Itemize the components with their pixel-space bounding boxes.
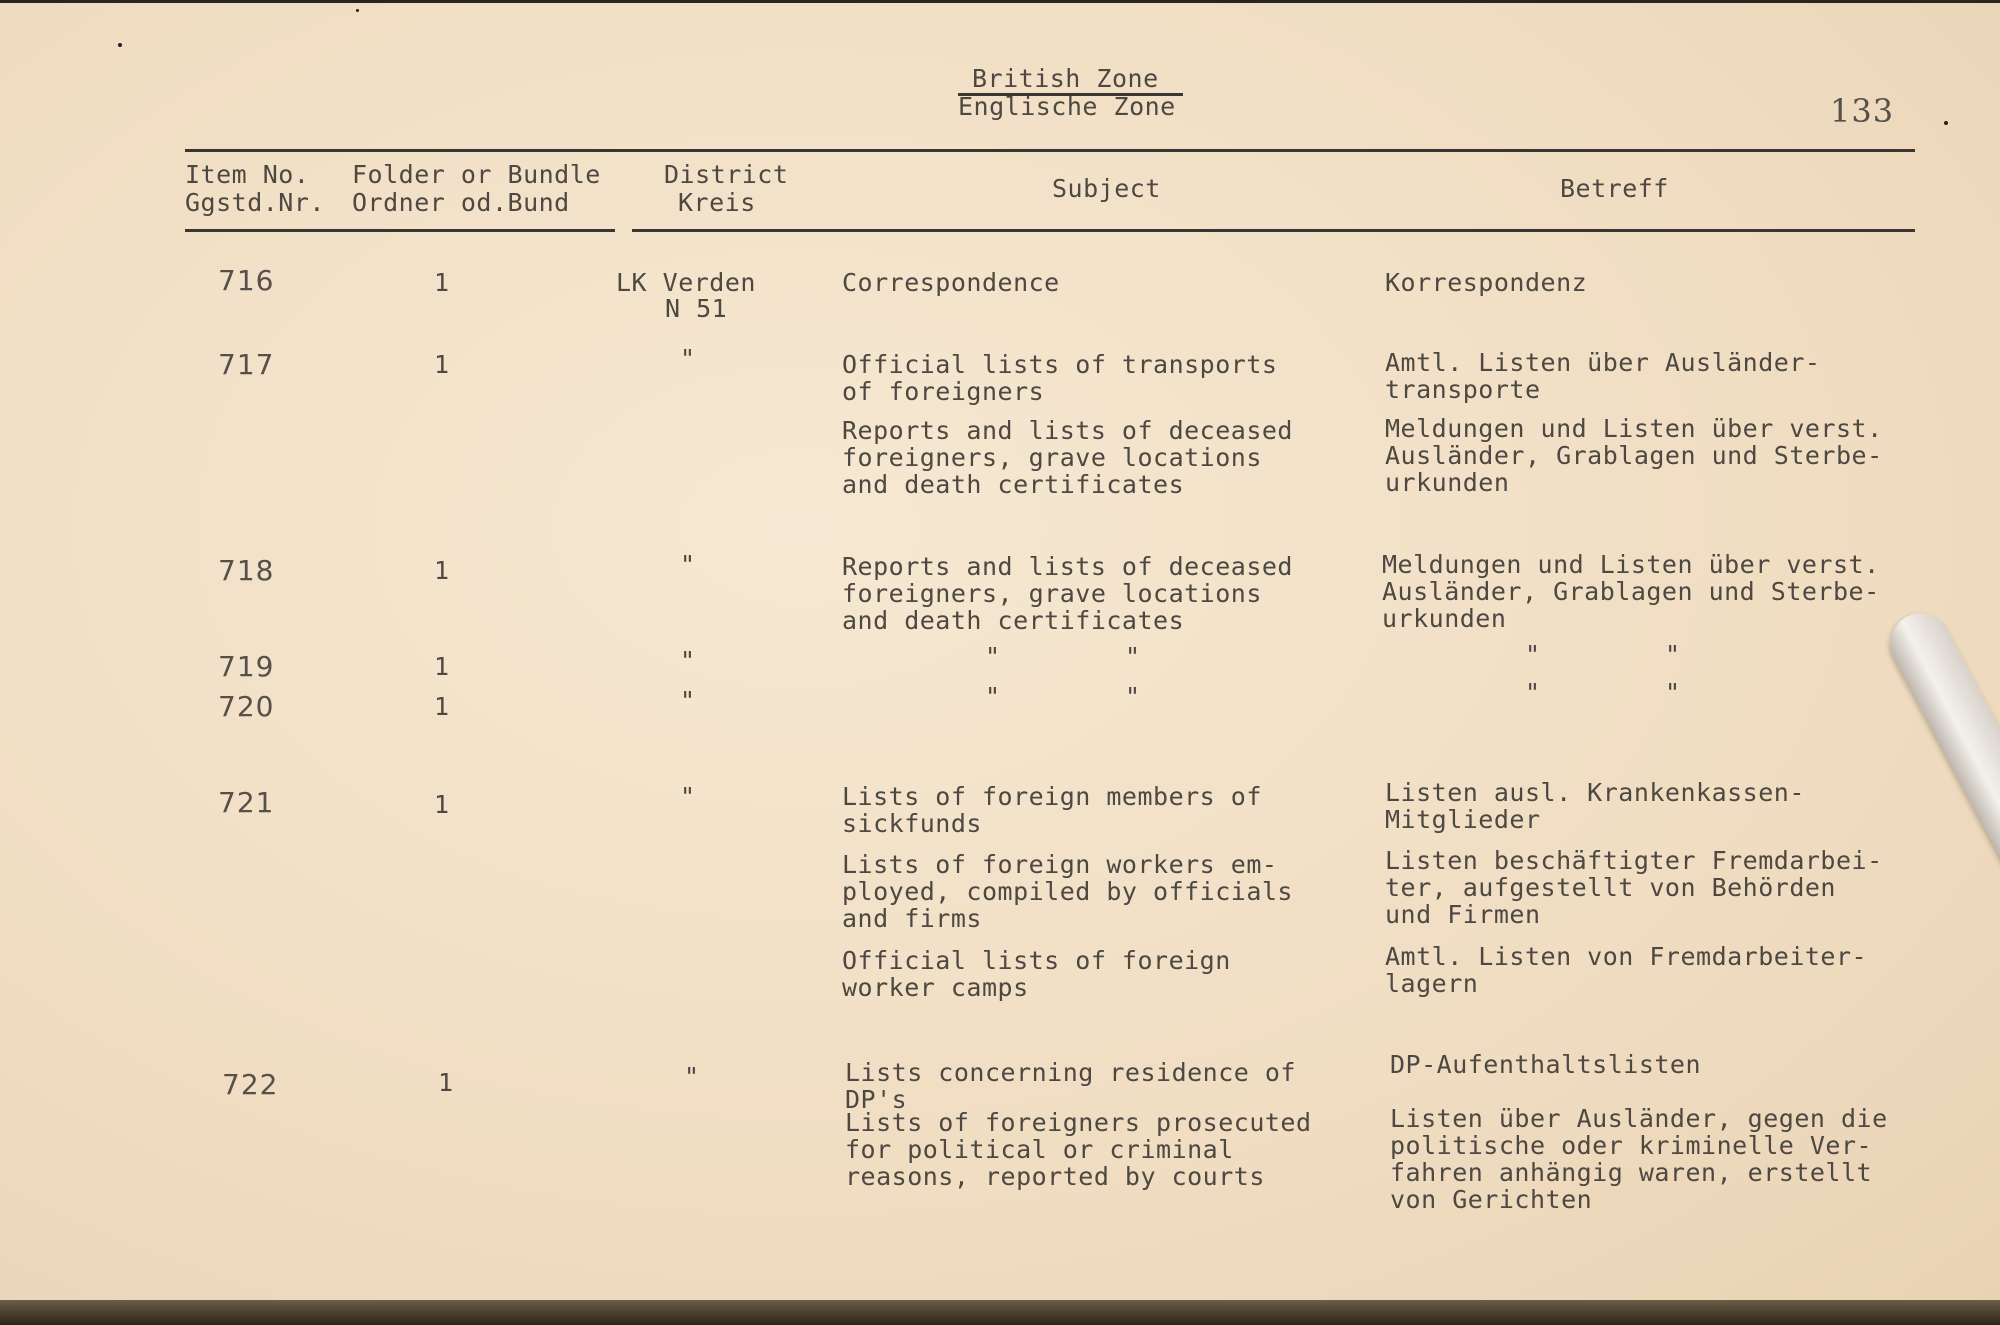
district-ditto: " [680, 344, 696, 373]
table-top-rule [185, 149, 1915, 152]
col-header-district-en: District [664, 160, 789, 189]
district-ditto: " [680, 686, 696, 715]
folder-count: 1 [434, 350, 450, 379]
betreff-entry: Amtl. Listen von Fremdarbeiter- lagern [1385, 942, 1868, 998]
pencil-pointer [1880, 603, 2000, 1002]
subject-entry: Lists of foreigners prosecuted for political or criminal reasons, reported by courts [845, 1108, 1312, 1191]
item-number: 722 [222, 1068, 279, 1101]
folder-count: 1 [434, 652, 450, 681]
col-header-folder-de: Ordner od.Bund [352, 188, 570, 217]
col-header-folder-en: Folder or Bundle [352, 160, 601, 189]
subject-entry: Lists concerning residence of DP's [845, 1058, 1296, 1114]
item-number: 718 [218, 554, 275, 587]
header-rule-right [632, 229, 1915, 232]
item-number: 719 [218, 650, 275, 683]
item-number: 721 [218, 786, 275, 819]
header-rule-left [185, 229, 615, 232]
district-ditto: " [680, 782, 696, 811]
subject-entry: Lists of foreign workers em- ployed, compiled by officials and firms [842, 850, 1293, 933]
folder-count: 1 [434, 556, 450, 585]
subject-ditto: " " [985, 642, 1141, 671]
item-number: 720 [218, 690, 275, 723]
folder-count: 1 [434, 790, 450, 819]
col-header-item-de: Ggstd.Nr. [185, 188, 325, 217]
district-ditto: " [680, 550, 696, 579]
subject-entry: Correspondence [842, 268, 1060, 297]
district-ditto: " [684, 1062, 700, 1091]
col-header-subject: Subject [1052, 174, 1161, 203]
zone-title-de: Englische Zone [958, 92, 1176, 121]
betreff-ditto: " " [1525, 640, 1681, 669]
subject-entry: Reports and lists of deceased foreigners, grave locations and death certificates [842, 552, 1293, 635]
subject-entry: Lists of foreign members of sickfunds [842, 782, 1262, 838]
ink-speck [1944, 121, 1948, 125]
subject-entry: Reports and lists of deceased foreigners, grave locations and death certificates [842, 416, 1293, 499]
page-bottom-edge [0, 1300, 2000, 1325]
folder-count: 1 [438, 1068, 454, 1097]
district-name: LK Verden [616, 268, 756, 297]
betreff-entry: Listen über Ausländer, gegen die politische oder kriminelle Ver- fahren anhängig waren, erstellt von Gerichten [1390, 1104, 1888, 1214]
col-header-betreff: Betreff [1560, 174, 1669, 203]
ink-speck [356, 9, 359, 12]
betreff-entry: Amtl. Listen über Ausländer- transporte [1385, 348, 1821, 404]
betreff-entry: Korrespondenz [1385, 268, 1588, 297]
item-number: 717 [218, 348, 275, 381]
subject-ditto: " " [985, 682, 1141, 711]
district-code: N 51 [665, 294, 728, 323]
betreff-entry: DP-Aufenthaltslisten [1390, 1050, 1702, 1079]
betreff-ditto: " " [1525, 678, 1681, 707]
district-ditto: " [680, 646, 696, 675]
betreff-entry: Listen beschäftigter Fremdarbei- ter, aufgestellt von Behörden und Firmen [1385, 846, 1883, 929]
col-header-district-de: Kreis [678, 188, 756, 217]
betreff-entry: Listen ausl. Krankenkassen- Mitglieder [1385, 778, 1805, 834]
subject-entry: Official lists of foreign worker camps [842, 946, 1231, 1002]
betreff-entry: Meldungen und Listen über verst. Ausländer, Grablagen und Sterbe- urkunden [1382, 550, 1880, 633]
ink-speck [118, 43, 122, 47]
subject-entry: Official lists of transports of foreigners [842, 350, 1278, 406]
folder-count: 1 [434, 692, 450, 721]
zone-title-en: British Zone [972, 64, 1159, 93]
item-number: 716 [218, 264, 275, 297]
betreff-entry: Meldungen und Listen über verst. Ausländer, Grablagen und Sterbe- urkunden [1385, 414, 1883, 497]
col-header-item-en: Item No. [185, 160, 310, 189]
page-number: 133 [1830, 92, 1895, 130]
folder-count: 1 [434, 268, 450, 297]
